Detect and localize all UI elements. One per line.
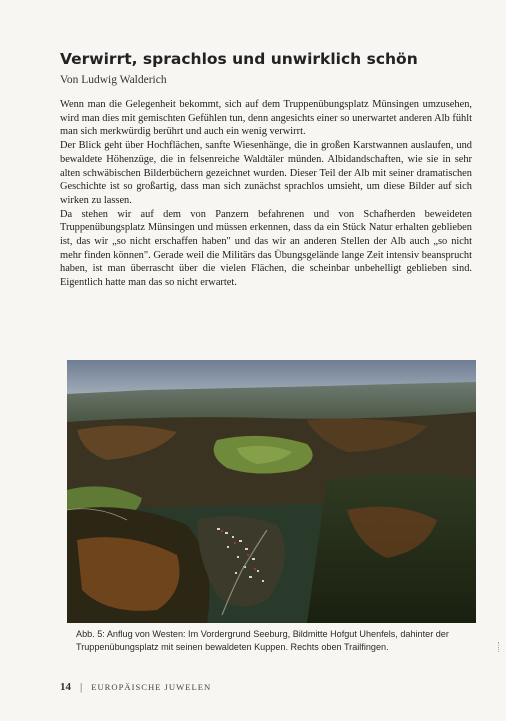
article-title: Verwirrt, sprachlos und unwirklich schön xyxy=(60,50,418,68)
figure-caption: Abb. 5: Anflug von Westen: Im Vordergrund Seeburg, Bildmitte Hofgut Uhenfels, dahinter der Truppenübungsplatz mit seinen bewaldeten Kuppen. Rechts oben Trailfingen. xyxy=(76,629,449,652)
article-author: Von Ludwig Walderich xyxy=(60,74,167,86)
margin-mark xyxy=(498,642,501,652)
paragraph-1: Wenn man die Gelegenheit bekommt, sich auf dem Truppenübungsplatz Münsingen umzusehen, wird man dies mit gemischten Gefühlen tun, denn angesichts einer so unerwartet anderen Alb fühlt man sich merkwürdig berührt und auch ein wenig verwirrt. xyxy=(60,99,472,138)
footer-separator: | xyxy=(80,681,83,693)
aerial-landscape-photo xyxy=(67,360,476,623)
article-body xyxy=(60,98,472,290)
paragraph-3: Da stehen wir auf dem von Panzern befahrenen und von Schafherden beweideten Truppenübungsplatz Münsingen und müssen erkennen, dass da ein Stück Natur erhalten geblieben ist, das wir „so nicht erschaffen haben" und das wir an anderen Stellen der Alb auch „so nicht mehr finden können". Gerade weil die Militärs das Übungsgelände lange Zeit intensiv beansprucht haben, ist man überrascht über die vielen Flächen, die scheinbar unbehelligt geblieben sind. Eigentlich hatte man das so nicht erwartet. xyxy=(60,208,472,289)
section-title: EUROPÄISCHE JUWELEN xyxy=(91,682,212,692)
paragraph-2: Der Blick geht über Hochflächen, sanfte Wiesenhänge, die in großen Karstwannen auslaufen, und bewaldete Höhenzüge, die in felsenreiche Waldtäler münden. Albidandschaften, wie sie in sehr alten schwäbischen Bilderbüchern gezeichnet wurden. Dieser Teil der Alb mit seiner dramatischen Geschichte ist so großartig, dass man sich zunächst sprachlos umsieht, um diese Bilder auf sich wirken zu lassen. xyxy=(60,140,472,206)
page-footer xyxy=(60,680,211,694)
page-number: 14 xyxy=(60,681,71,693)
